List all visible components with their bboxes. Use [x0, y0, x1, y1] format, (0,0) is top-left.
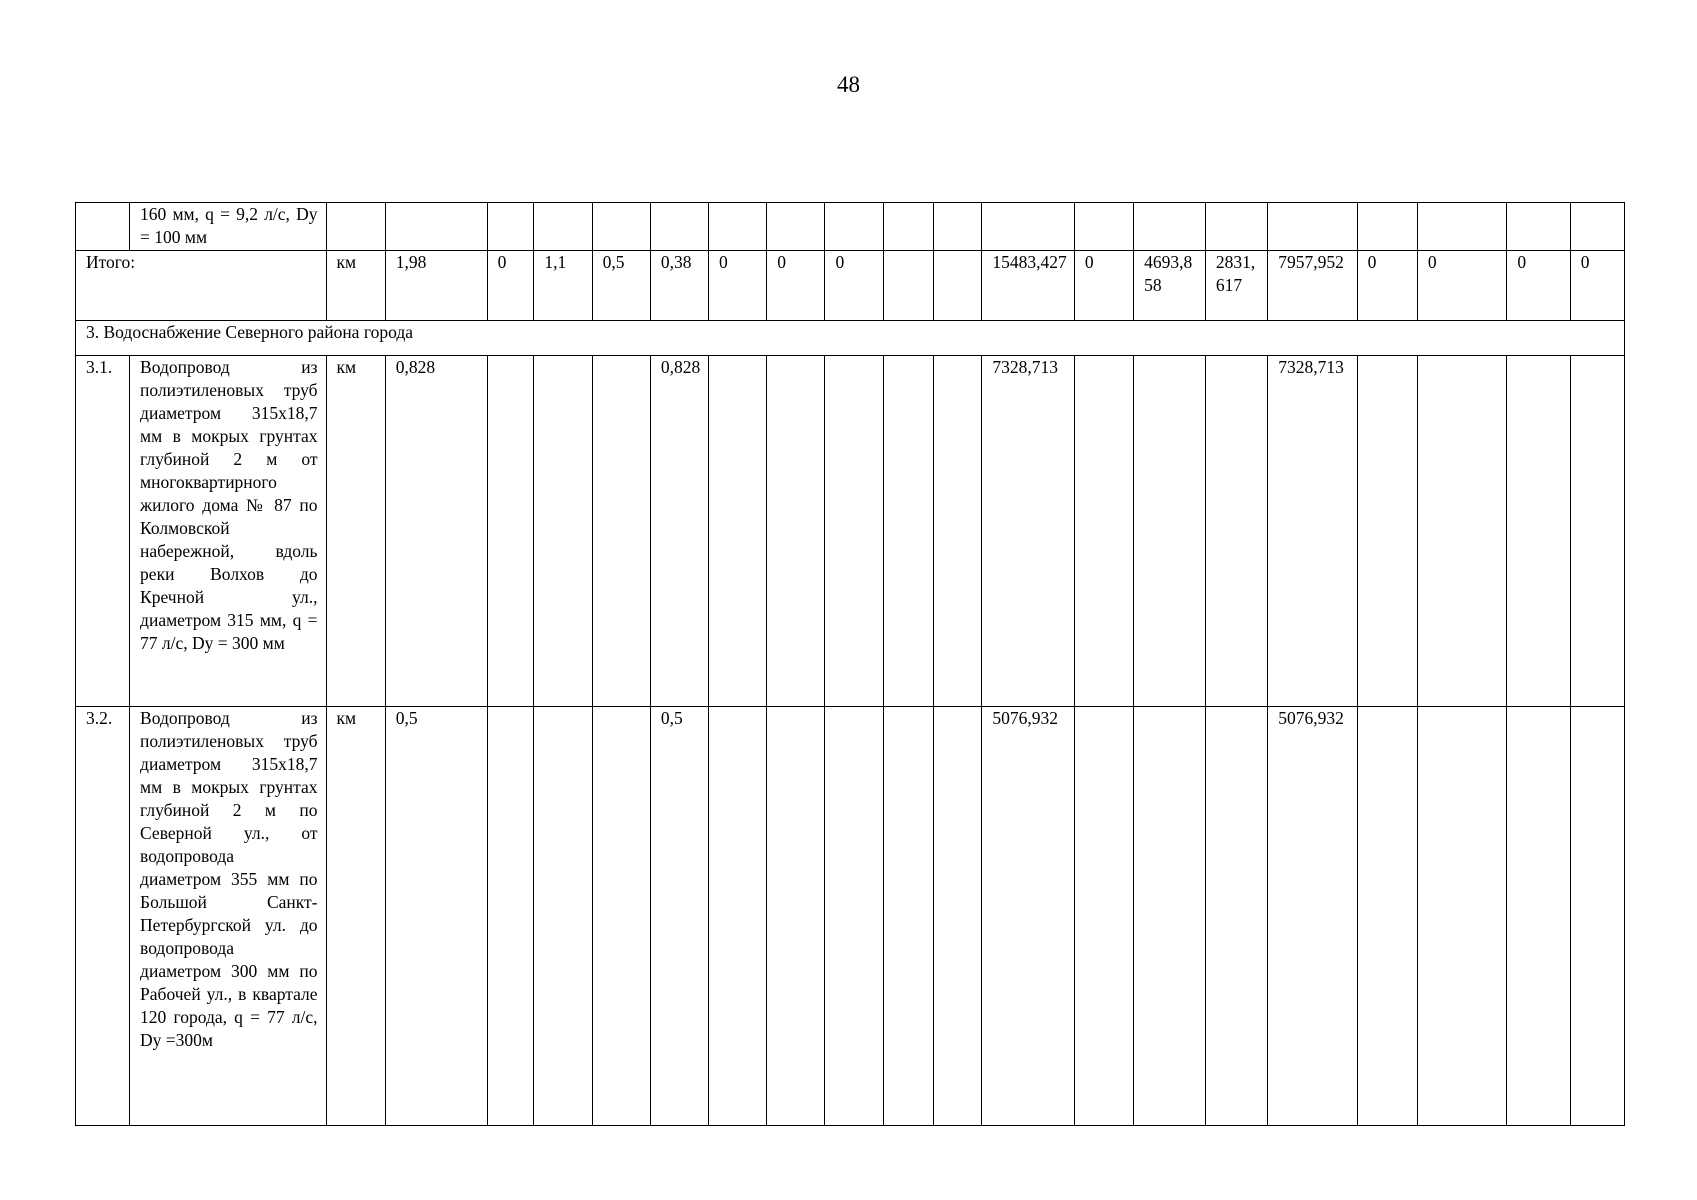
cell-value: 15483,427	[982, 251, 1075, 321]
table-row	[76, 356, 1625, 707]
cell-value: 0,5	[592, 251, 650, 321]
cell-value	[883, 251, 933, 321]
cell-value: 1,1	[534, 251, 592, 321]
cell-value: 7328,713	[982, 356, 1075, 707]
table-row-section	[76, 321, 1625, 356]
cell-value: 0,828	[385, 356, 487, 707]
total-label: Итого:	[76, 251, 327, 321]
cell-value: 4693,858	[1134, 251, 1206, 321]
cell-value	[933, 251, 982, 321]
table-row	[76, 707, 1625, 1126]
cell-value: 0,828	[650, 356, 708, 707]
cell-value: 0	[825, 251, 883, 321]
cell-value: 7957,952	[1268, 251, 1357, 321]
cell-value: 0	[1507, 251, 1570, 321]
table-row-continued	[76, 203, 1625, 251]
cell-value: 0	[709, 251, 767, 321]
cell-value: 0	[767, 251, 825, 321]
cell-value: 0	[1417, 251, 1506, 321]
cell-value: 0,38	[650, 251, 708, 321]
cell-num: 3.1.	[76, 356, 130, 707]
cell-value: 0,5	[650, 707, 708, 1126]
cell-value: 0	[1570, 251, 1624, 321]
cell-description: Водопровод из полиэтиленовых труб диаметром 315x18,7 мм в мокрых грунтах глубиной 2 м по Северной ул., от водопровода диаметром 355 мм по Большой Санкт-Петербургской ул. до водопровода диаметром 300 мм по Рабочей ул., в квартале 120 города, q = 77 л/с, Dy =300м	[130, 707, 326, 1126]
budget-table	[75, 202, 1625, 1126]
cell-value: 0	[1074, 251, 1133, 321]
cell-num	[76, 203, 130, 251]
cell-value: 0	[487, 251, 534, 321]
cell-description: Водопровод из полиэтиленовых труб диаметром 315x18,7 мм в мокрых грунтах глубиной 2 м от многоквартирного жилого дома № 87 по Колмовской набережной, вдоль реки Волхов до Кречной ул., диаметром 315 мм, q = 77 л/с, Dy = 300 мм	[130, 356, 326, 707]
section-title: 3. Водоснабжение Северного района города	[76, 321, 1625, 356]
cell-value: 5076,932	[982, 707, 1075, 1126]
cell-value: 2831,617	[1205, 251, 1267, 321]
cell-unit: км	[326, 251, 385, 321]
page-number: 48	[837, 72, 860, 97]
cell-num: 3.2.	[76, 707, 130, 1126]
cell-unit: км	[326, 356, 385, 707]
cell-value: 5076,932	[1268, 707, 1357, 1126]
cell-value: 7328,713	[1268, 356, 1357, 707]
cell-description: 160 мм, q = 9,2 л/с, Dy = 100 мм	[130, 203, 326, 251]
cell-unit: км	[326, 707, 385, 1126]
cell-value: 0	[1357, 251, 1417, 321]
table-row-total	[76, 251, 1625, 321]
cell-value: 1,98	[385, 251, 487, 321]
cell-value: 0,5	[385, 707, 487, 1126]
